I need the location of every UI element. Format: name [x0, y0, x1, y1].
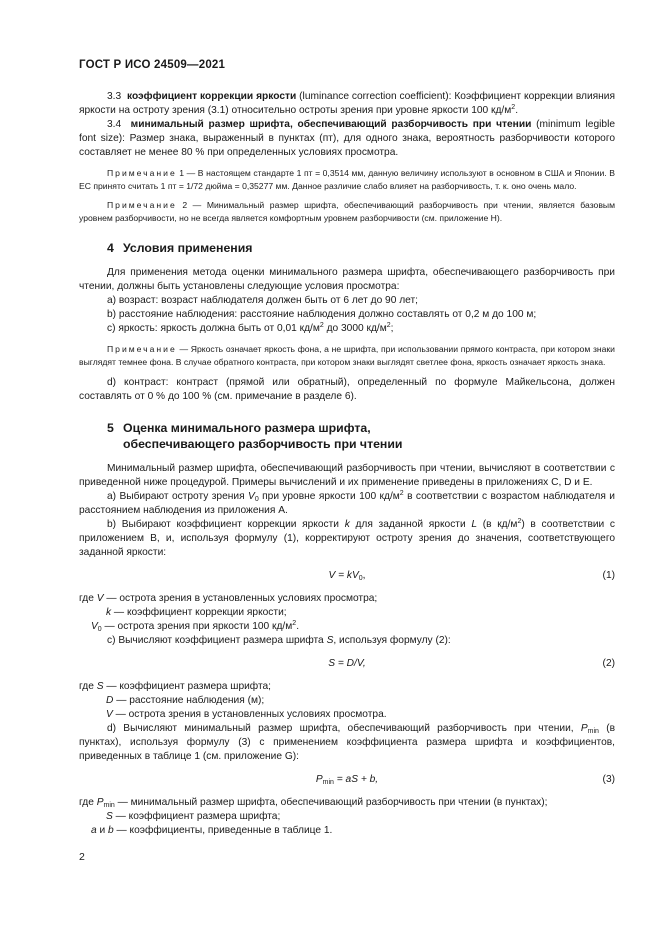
page-body	[79, 90, 615, 838]
legend-V: где V — острота зрения в установленных условиях просмотра;	[79, 592, 378, 604]
term-3-4: минимальный размер шрифта, обеспечивающий разборчивость при чтении	[130, 119, 532, 130]
step-c: c) Вычисляют коэффициент размера шрифта S, используя формулу (2):	[107, 634, 451, 646]
legend-D: D — расстояние наблюдения (м);	[106, 694, 265, 706]
step-d: d) Вычисляют минимальный размер шрифта, обеспечивающий разборчивость при чтении, $P_{min}$ (в пунктах), используя формулу (3) с применением коэффициента размера шрифта и коэффициентов, приведенных в таблице 1 (см. приложение G):	[79, 722, 616, 762]
term-3-3: коэффициент коррекции яркости	[127, 91, 297, 102]
legend-V0: $V_0$ — острота зрения при яркости 100 $кд/м^2$.	[91, 619, 300, 633]
section-5-heading-line2: обеспечивающего разборчивость при чтении	[123, 436, 403, 451]
condition-c: c) яркость: яркость должна быть от 0,01 $кд/м^2$ до 3000 $кд/м^2$;	[107, 322, 394, 335]
legend-a-b: a и b — коэффициенты, приведенные в таблице 1.	[91, 824, 333, 836]
condition-b: b) расстояние наблюдения: расстояние наблюдения должно составлять от 0,2 м до 100 м;	[107, 309, 537, 321]
formula-3-number: (3)	[602, 773, 615, 785]
step-a: a) Выбирают остроту зрения $V_0$ при уровне яркости 100 $кд/м^2$ в соответствии с возрастом наблюдателя и расстоянием наблюдения из приложения А.	[79, 489, 615, 516]
step-b: b) Выбирают коэффициент коррекции яркости k для заданной яркости L (в $кд/м^2$) в соответствии с приложением В, и, используя формулу (1), корректируют остроту зрения до значения, соответствующего заданной яркости:	[79, 517, 616, 558]
note-1: Примечание 1 — В настоящем стандарте 1 пт = 0,3514 мм, данную величину используют в основном в США и Японии. В ЕС принято считать 1 пт = 1/72 дюйма = 0,35277 мм. Данное различие слабо влияет на разборчивость, т. к. оно очень мало.	[79, 168, 615, 191]
formula-1-number: (1)	[602, 569, 615, 581]
page-number: 2	[79, 851, 85, 863]
formula-2-number: (2)	[602, 657, 615, 669]
clause-3-3: 3.3 коэффициент коррекции яркости (luminance correction coefficient): Коэффициент коррекции влияния яркости на остроту зрения (3.1) относительно остроты зрения при уровне яркости 100 $кд/м^2$.	[79, 91, 615, 116]
formula-2	[79, 657, 615, 671]
legend-k: k — коэффициент коррекции яркости;	[106, 606, 287, 618]
legend-V-2: V — острота зрения в установленных условиях просмотра.	[106, 708, 387, 720]
section-5-intro: Минимальный размер шрифта, обеспечивающий разборчивость при чтении, вычисляют в соответствии с приведенной ниже процедурой. Примеры вычислений и их применение приведены в приложениях С, D и Е.	[79, 462, 615, 488]
clause-3-4: 3.4 минимальный размер шрифта, обеспечивающий разборчивость при чтении (minimum legible font size): Размер знака, выраженный в пунктах (пт), для одного знака, вероятность разборчивости которого составляет не менее 80 % при определенных условиях просмотра.	[79, 119, 615, 158]
section-4-intro: Для применения метода оценки минимального размера шрифта, обеспечивающего разборчивость при чтении, должны быть установлены следующие условия просмотра:	[79, 267, 615, 293]
formula-2-expression: S = D/V,	[328, 657, 366, 669]
section-4-heading: 4 Условия применения	[107, 241, 253, 256]
legend-S-2: S — коэффициент размера шрифта;	[106, 810, 281, 822]
condition-d: d) контраст: контраст (прямой или обратный), определенный по формуле Майкельсона, должен составлять от 0 % до 100 % (см. примечание в разделе 6).	[79, 376, 615, 402]
formula-3-expression: $P_{min}$ = aS + b,	[315, 773, 379, 786]
note-2: Примечание 2 — Минимальный размер шрифта, обеспечивающий разборчивость при чтении, является базовым уровнем разборчивости, но не всегда является комфортным уровнем разборчивости (см. приложение Н).	[79, 200, 615, 223]
document-designation: ГОСТ Р ИСО 24509—2021	[79, 59, 226, 71]
condition-a: a) возраст: возраст наблюдателя должен быть от 6 лет до 90 лет;	[107, 295, 418, 307]
formula-3	[79, 773, 615, 787]
note-luminance: Примечание — Яркость означает яркость фона, а не шрифта, при использовании прямого контраста, при котором знаки выглядят темнее фона. В случае обратного контраста, при котором знаки выглядят светлее фона, яркость означает яркость знака.	[79, 344, 615, 367]
legend-Pmin: где $P_{min}$ — минимальный размер шрифта, обеспечивающий разборчивость при чтении (в пунктах);	[79, 796, 548, 809]
legend-S: где S — коэффициент размера шрифта;	[79, 680, 272, 692]
section-5-heading: 5 Оценка минимального размера шрифта,	[107, 420, 371, 435]
formula-1	[79, 569, 615, 583]
formula-1-expression: $V = kV_0$,	[328, 569, 366, 582]
